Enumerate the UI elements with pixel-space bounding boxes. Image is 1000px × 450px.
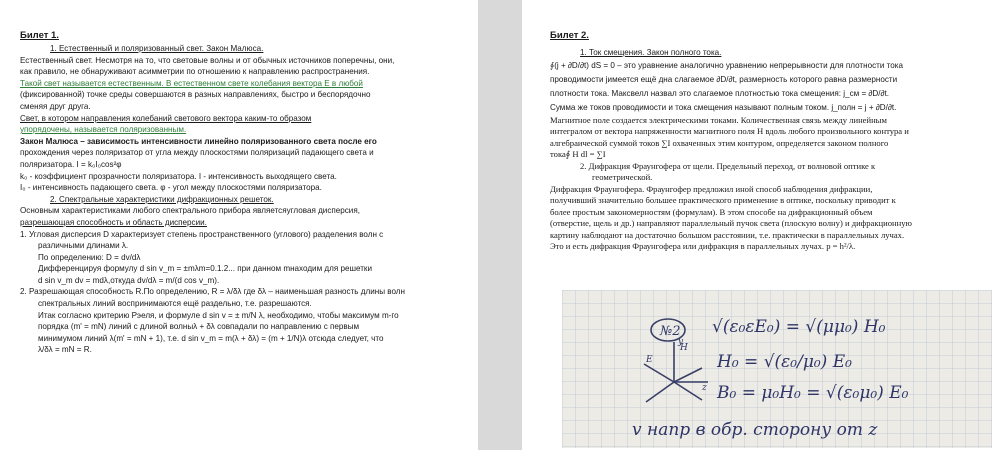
handwritten-eq-3: B₀ = μ₀H₀ = √(ε₀μ₀) E₀ <box>717 383 909 403</box>
axis-label-y: y <box>678 337 684 347</box>
highlighted-line: упорядочены, называется поляризованным. <box>20 125 187 135</box>
paragraph-line: Естественный свет. Несмотря на то, что световые волны и от обычных источников поперечны, они, <box>20 55 395 65</box>
paragraph-line: порядка (m' = mN) линий с длиной волныλ + δλ совпадали по направлению с первым <box>38 322 360 332</box>
formula-line: поляризатора. I = k₀I₀cos²φ <box>20 159 122 169</box>
paragraph-line: более простым закономерностям (формулам). В этом способе на дифракционный объем <box>550 206 873 217</box>
paragraph-line: Итак согласно критерию Рэеля, и формуле d sin v = ± m/N λ, необходимо, чтобы максимум m-го <box>38 310 399 320</box>
formula-line: По определению: D = dv/dλ <box>38 252 141 262</box>
paragraph-line: Основным характеристиками любого спектрального прибора являетсяугловая дисперсия, <box>20 206 360 216</box>
paragraph-line: картину наблюдают на достаточно большом расстоянии, т.е. практически в параллельных лучах. <box>550 229 905 240</box>
section-heading: 2. Спектральные характеристики дифракционных решеток. <box>50 194 274 204</box>
handwritten-eq-1: √(ε₀εE₀) = √(μμ₀) H₀ <box>712 317 886 337</box>
left-page <box>0 0 478 450</box>
paragraph-line: (отверстие, щель и др.) направляют параллельный пучок света (плоскую волну) и дифракционную <box>550 218 912 229</box>
paragraph-line: как правило, не обнаруживают асимметрии по отношению к направлению распространения. <box>20 67 370 77</box>
paragraph-line: (фиксированной) точке среды совершаются в разных направлениях, быстро и беспорядочно <box>20 90 371 100</box>
formula-line: тока∮ H dl = ∑I <box>550 149 606 160</box>
paragraph-line: Свет, в котором направления колебаний светового вектора каким-то образом <box>20 113 312 123</box>
paragraph-line: Дифракция Фраунгофера. Фраунгофер предложил иной способ наблюдения дифракции, <box>550 183 873 194</box>
formula-line: λ/δλ = mN = R. <box>38 345 92 355</box>
axis-label-h: H <box>680 343 688 353</box>
list-item-1: 1. Угловая дисперсия D характеризует степень пространственного (углового) разделения волн с <box>20 229 384 239</box>
paragraph-line: алгебраической суммой токов ∑I охваченных этим контуром, определяется законом полного <box>550 137 889 148</box>
paragraph-line: прохождения через поляризатор от угла между плоскостями поляризаций падающего света и <box>20 148 374 158</box>
paragraph-line: геометрической. <box>592 172 653 183</box>
handwritten-note: v напр в обр. сторону от z <box>632 420 878 440</box>
axis-label-z: z <box>702 383 707 393</box>
paragraph-line: спектральных линий воспринимаются ещё раздельно, т.е. разрешаются. <box>38 299 312 309</box>
list-item-2: 2. Разрешающая способность R.По определению, R = λ/δλ где δλ – наименьшая разность длины волн <box>20 287 405 297</box>
handwritten-photo <box>562 290 992 448</box>
law-heading: Закон Малюса – зависимость интенсивности линейно поляризованного света после его <box>20 136 377 146</box>
ticket-1-title: Билет 1. <box>20 30 59 41</box>
section-heading: 1. Ток смещения. Закон полного тока. <box>580 48 722 57</box>
paragraph-line: интегралом от вектора напряженности магнитного поля H вдоль любого произвольного контура и <box>550 126 909 137</box>
paragraph-line: Сумма же токов проводимости и тока смещения называют полным током. j_полн = j + ∂D/∂t. <box>550 102 897 112</box>
paragraph-line: Это и есть дифракция Фраунгофера или дифракция в параллельных лучах. p = h²/λ. <box>550 241 856 252</box>
notebook-sketch <box>562 290 992 448</box>
paragraph-line: сменяя друг друга. <box>20 101 91 111</box>
handwritten-eq-2: H₀ = √(ε₀/μ₀) E₀ <box>717 352 852 372</box>
paragraph-line: k₀ - коэффициент прозрачности поляризатора. I - интенсивность выходящего света. <box>20 171 337 181</box>
section-heading: 2. Дифракция Фраунгофера от щели. Предельный переход, от волновой оптике к <box>580 160 876 171</box>
paragraph-line: разрешающая способность и область дисперсии. <box>20 217 207 227</box>
paragraph-line: различными длинами λ. <box>38 241 129 251</box>
ticket-2-title: Билет 2. <box>550 30 589 41</box>
formula-line: Дифференцируя формулу d sin v_m = ±mλm=0.1.2... при данном mнаходим для решетки <box>38 264 372 274</box>
photo-number: №2 <box>660 324 681 339</box>
paragraph-line: проводимости jимеется ещё дна слагаемое ∂D/∂t, размерность которого равна размерности <box>550 74 898 84</box>
formula-line: ∮(j + ∂D/∂t) dS = 0 – это уравнение аналогично уравнению непрерывности для плотности тока <box>550 60 903 70</box>
paragraph-line: получивший значительно большее практического применение в оптике, поскольку приводит к <box>550 195 896 206</box>
axis-label-e: E <box>646 355 653 365</box>
paragraph-line: плотности тока. Максвелл назвал это слагаемое плотностью тока смещения: j_см = ∂D/∂t. <box>550 88 890 98</box>
highlighted-line: Такой свет называется естественным. В естественном свете колебания вектора E в любой <box>20 78 363 88</box>
paragraph-line: I₀ - интенсивность падающего света. φ - угол между плоскостями поляризатора. <box>20 183 322 193</box>
formula-line: d sin v_m dv = mdλ,откуда dv/dλ = m/(d cos v_m). <box>38 275 220 285</box>
section-heading: 1. Естественный и поляризованный свет. Закон Малюса. <box>50 44 264 53</box>
paragraph-line: Магнитное поле создается электрическими токами. Количественная связь между линейным <box>550 114 887 125</box>
paragraph-line: минимумом линий λ(m' = mN + 1), т.е. d sin v_m = m(λ + δλ) = (m + 1/N)λ отсюда следует, что <box>38 333 384 343</box>
